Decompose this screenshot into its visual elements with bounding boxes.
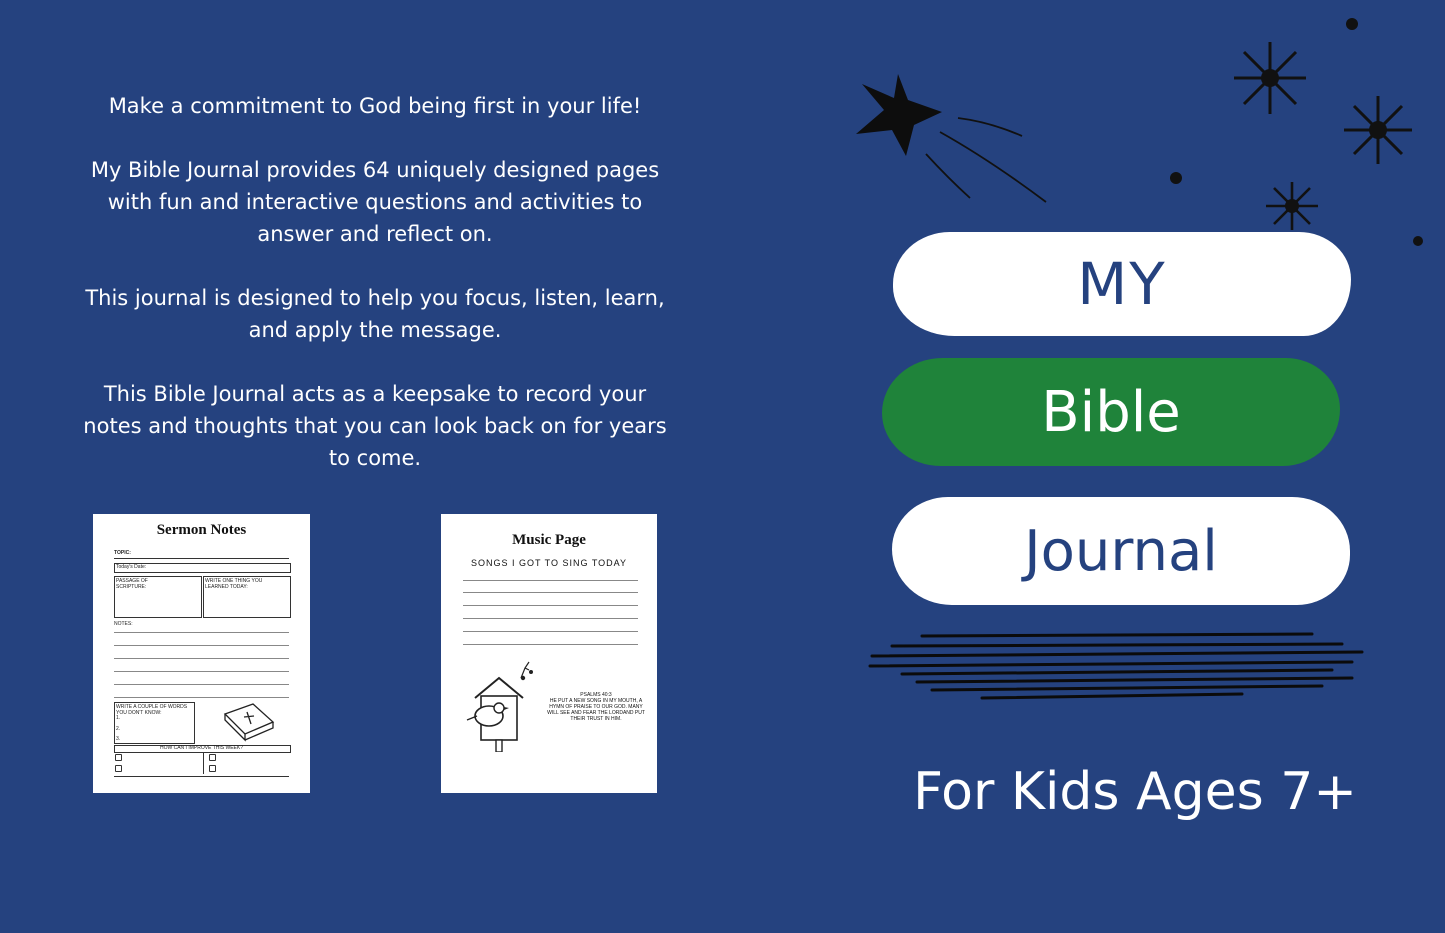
sparkle-star-icon — [1340, 92, 1416, 168]
note-line — [114, 632, 289, 633]
song-line — [463, 631, 638, 632]
sparkle-star-icon — [1230, 38, 1310, 118]
scribble-decoration — [862, 628, 1372, 704]
sermon-notes-page-preview — [93, 514, 310, 793]
date-label: Today's Date: — [116, 564, 147, 570]
checkbox-icon — [209, 765, 216, 772]
commitment-paragraph: Make a commitment to God being first in your life! — [108, 94, 642, 118]
topic-line — [114, 558, 289, 559]
note-line — [114, 684, 289, 685]
notes-label: NOTES: — [114, 621, 133, 627]
checkbox-icon — [115, 754, 122, 761]
bottom-line — [114, 776, 289, 777]
pages-paragraph: My Bible Journal provides 64 uniquely designed pages with fun and interactive questions and activities to answer and reflect on. — [90, 158, 660, 246]
word-number: 2. — [116, 726, 121, 732]
song-line — [463, 605, 638, 606]
music-page-subtitle: SONGS I GOT TO SING TODAY — [470, 558, 628, 568]
song-line — [463, 618, 638, 619]
psalm-text: HE PUT A NEW SONG IN MY MOUTH, A HYMN OF PRAISE TO OUR GOD. MANY WILL SEE AND FEAR THE LORDAND PUT THEIR TRUST IN HIM. — [547, 698, 645, 722]
checkbox-icon — [115, 765, 122, 772]
sparkle-star-icon — [1262, 180, 1322, 232]
title-journal: Journal — [892, 497, 1350, 605]
note-line — [114, 671, 289, 672]
title-my: MY — [893, 232, 1351, 336]
music-page-title: Music Page — [512, 532, 586, 548]
song-line — [463, 644, 638, 645]
music-page-preview — [441, 514, 657, 793]
shooting-star-icon — [850, 70, 1050, 210]
birdhouse-icon — [461, 658, 541, 752]
note-line — [114, 645, 289, 646]
word-number: 3. — [116, 736, 121, 742]
keepsake-paragraph: This Bible Journal acts as a keepsake to record your notes and thoughts that you can look back on for years to come. — [83, 382, 667, 470]
improve-label: HOW CAN I IMPROVE THIS WEEK? — [160, 745, 243, 751]
words-label: WRITE A COUPLE OF WORDS YOU DON'T KNOW: — [116, 704, 188, 716]
dot-star-icon — [1344, 16, 1360, 32]
dot-star-icon — [1168, 170, 1184, 186]
back-cover-description — [80, 90, 670, 506]
focus-paragraph: This journal is designed to help you focus, listen, learn, and apply the message. — [85, 286, 665, 342]
checklist-divider — [203, 752, 204, 774]
word-number: 1. — [116, 715, 121, 721]
bible-book-icon — [219, 700, 277, 742]
checkbox-icon — [209, 754, 216, 761]
passage-label: PASSAGE OF SCRIPTURE: — [116, 578, 148, 590]
psalm-reference: PSALMS 40:3 — [580, 692, 612, 698]
note-line — [114, 658, 289, 659]
song-line — [463, 580, 638, 581]
note-line — [114, 697, 289, 698]
learned-label: WRITE ONE THING YOU LEARNED TODAY: — [205, 578, 263, 590]
topic-label: TOPIC: — [114, 550, 131, 556]
dot-star-icon — [1411, 234, 1425, 248]
sermon-notes-title: Sermon Notes — [156, 522, 247, 538]
psalm-verse — [545, 692, 647, 722]
age-range: For Kids Ages 7+ — [913, 762, 1357, 822]
title-bible: Bible — [882, 358, 1340, 466]
song-line — [463, 592, 638, 593]
